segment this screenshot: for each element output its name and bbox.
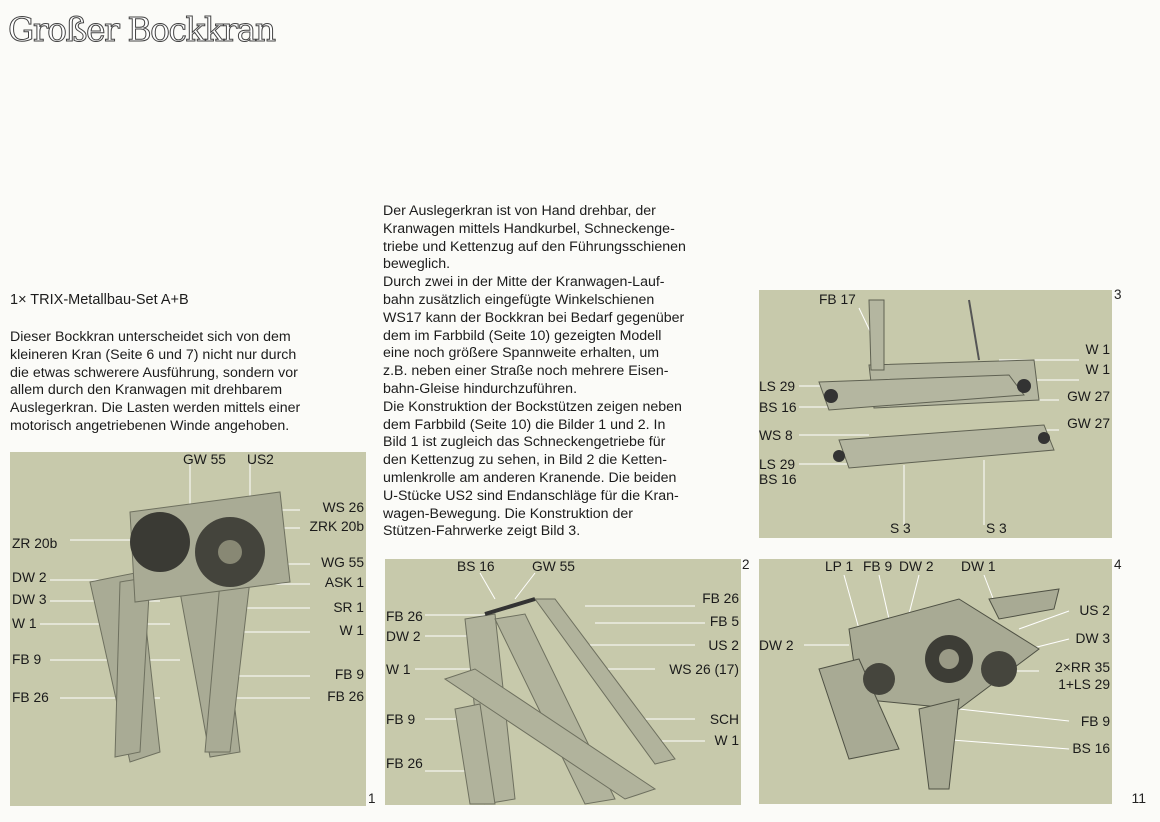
fig3-label-ws8: WS 8 [759,428,793,443]
fig1-label-sr1: SR 1 [333,600,364,615]
fig2-label-ws26-17: WS 26 (17) [669,662,739,677]
page-number: 11 [1131,790,1146,806]
fig3-label-gw27-top: GW 27 [1067,389,1110,404]
figure-2-photo [385,559,741,805]
figure-1-number: 1 [368,791,376,806]
fig1-label-us2: US2 [247,452,274,467]
fig3-label-gw27-bottom: GW 27 [1067,416,1110,431]
fig3-label-s3-right: S 3 [986,521,1007,536]
figure-3-illustration [759,290,1112,538]
figure-1-illustration [10,452,366,806]
fig1-label-zrk20b: ZRK 20b [309,519,364,534]
fig1-label-ask1: ASK 1 [324,575,364,590]
fig4-label-fb9-right: FB 9 [1080,714,1110,729]
fig4-label-dw3: DW 3 [1075,631,1110,646]
fig2-label-gw55: GW 55 [532,559,575,574]
fig4-label-us2: US 2 [1079,603,1110,618]
fig1-label-ws26: WS 26 [322,500,364,515]
figure-4-number: 4 [1114,557,1122,572]
figure-2-number: 2 [742,557,750,572]
fig2-label-us2: US 2 [708,638,739,653]
fig4-label-lp1: LP 1 [825,559,854,574]
fig1-label-dw2: DW 2 [12,570,47,585]
description-paragraph: Der Auslegerkran ist von Hand drehbar, der Kranwagen mittels Handkurbel, Schneckenge- triebe und Kettenzug auf den Führungsschienen beweglich. Durch zwei in der Mitte der Kranwagen-Lauf- bahn zusätzlich eingefügte Winkelschienen WS17 kann der Bockkran bei Bedarf gegenüber dem im Farbbild (Seite 10) gezeigten Modell eine noch größere Spannweite erhalten, um z.B. neben einer Straße noch mehrere Eisen- bahn-Gleise hindurchzuführen. Die Konstruktion der Bockstützen zeigen neben dem Farbbild (Seite 10) die Bilder 1 und 2. In Bild 1 ist zugleich das Schneckengetriebe für den Kettenzug zu sehen, in Bild 2 die Ketten- umlenkrolle am anderen Kranende. Die beiden U-Stücke US2 sind Endanschläge für die Kran- wagen-Bewegung. Die Konstruktion der Stützen-Fahrwerke zeigt Bild 3. [383,203,686,540]
fig3-label-w1-top: W 1 [1085,342,1110,357]
fig4-label-dw2-left: DW 2 [759,638,794,653]
fig2-label-fb5: FB 5 [709,614,739,629]
fig4-label-dw1: DW 1 [961,559,996,574]
figure-3-photo [759,290,1112,538]
fig2-label-sch: SCH [709,712,739,727]
fig1-label-gw55: GW 55 [183,452,226,467]
fig1-label-fb9-left: FB 9 [12,652,42,667]
figure-4-photo [759,559,1112,804]
fig3-label-fb17: FB 17 [819,292,856,307]
fig4-label-ls29: 1+LS 29 [1058,677,1110,692]
fig1-label-wg55: WG 55 [321,555,364,570]
fig3-label-ls29-bottom: LS 29 [759,457,796,472]
fig4-label-bs16: BS 16 [1072,741,1110,756]
fig1-label-dw3: DW 3 [12,592,47,607]
fig2-label-bs16: BS 16 [457,559,495,574]
fig2-label-fb9: FB 9 [386,712,416,727]
fig3-label-w1-bottom: W 1 [1085,362,1110,377]
intro-paragraph: Dieser Bockkran unterscheidet sich von dem kleineren Kran (Seite 6 und 7) nicht nur durch die etwas schwerere Ausführung, sondern vor allem durch den Kranwagen mit drehbarem Auslegerkran. Die Lasten werden mittels einer motorisch angetriebenen Winde angehoben. [10,329,301,434]
figure-2-illustration [385,559,741,805]
fig4-label-dw2-top: DW 2 [899,559,934,574]
fig1-label-fb26-left: FB 26 [12,690,49,705]
fig2-label-fb26-left: FB 26 [386,609,423,624]
fig2-label-w1-right: W 1 [714,733,739,748]
fig1-label-w1-left: W 1 [12,616,37,631]
fig3-label-ls29-top: LS 29 [759,379,796,394]
fig2-label-fb26-right: FB 26 [702,591,739,606]
fig1-label-fb9-right: FB 9 [334,667,364,682]
set-line: 1× TRIX-Metallbau-Set A+B [10,292,189,308]
fig2-label-dw2: DW 2 [386,629,421,644]
page-title: Großer Bockkran [8,10,275,49]
fig4-label-fb9-top: FB 9 [863,559,893,574]
fig1-label-fb26-right: FB 26 [327,689,364,704]
figure-3-number: 3 [1114,287,1122,302]
fig4-label-rr35: 2×RR 35 [1055,660,1110,675]
fig1-label-w1-right: W 1 [339,623,364,638]
fig3-label-bs16-top: BS 16 [759,400,797,415]
fig2-label-w1-left: W 1 [386,662,411,677]
figure-1-photo [10,452,366,806]
fig2-label-fb26-bottom: FB 26 [386,756,423,771]
fig1-label-zr20b: ZR 20b [12,536,58,551]
fig3-label-s3-left: S 3 [890,521,911,536]
fig3-label-bs16-bottom: BS 16 [759,472,797,487]
